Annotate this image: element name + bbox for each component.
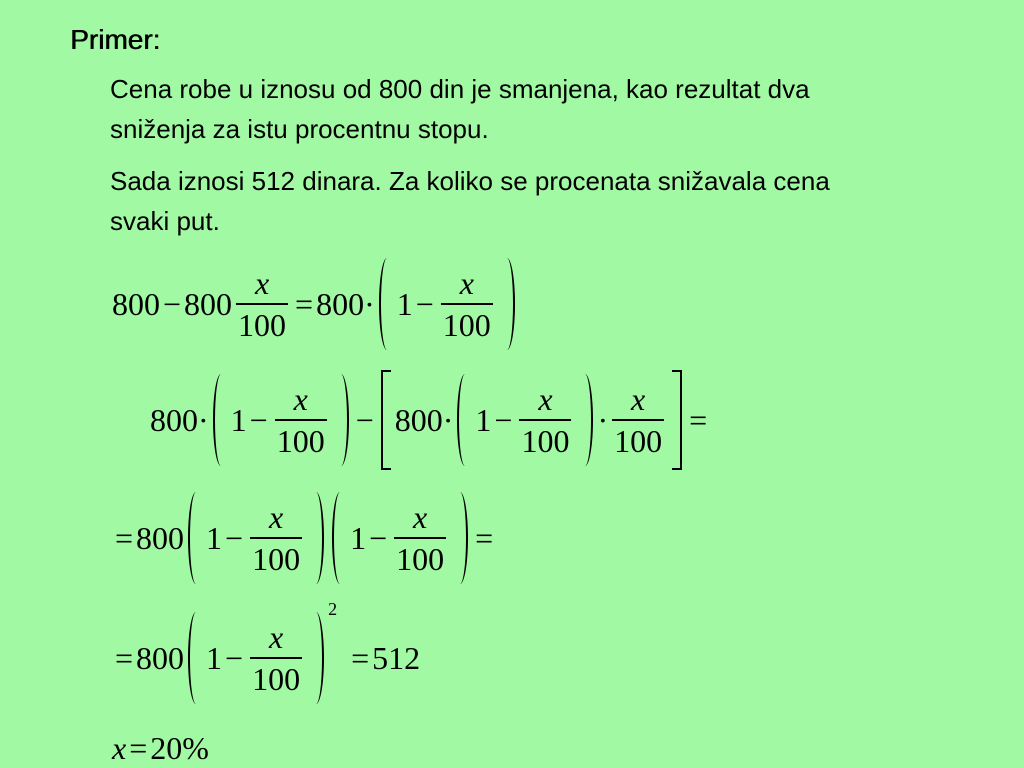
number: 800 xyxy=(394,402,443,438)
exponent: 2 xyxy=(328,599,338,619)
left-parenthesis xyxy=(188,612,204,704)
number: 1 xyxy=(206,640,223,676)
number: 800 xyxy=(136,520,185,556)
number: 800 xyxy=(150,402,198,438)
right-parenthesis xyxy=(308,612,324,704)
denominator: 100 xyxy=(252,660,301,697)
equals-sign: = xyxy=(689,402,708,438)
dot-operator: · xyxy=(442,402,454,438)
number: 1 xyxy=(206,520,223,556)
slide-title: Primer: xyxy=(70,24,161,55)
numerator: x xyxy=(413,499,428,536)
denominator: 100 xyxy=(521,422,570,459)
numerator: x xyxy=(268,619,284,656)
denominator: 100 xyxy=(252,540,301,577)
equals-sign: = xyxy=(129,730,148,766)
right-parenthesis xyxy=(499,258,515,350)
fraction xyxy=(236,267,288,341)
numerator: x xyxy=(254,265,270,302)
fraction xyxy=(250,501,302,575)
number: 1 xyxy=(230,402,247,438)
left-parenthesis xyxy=(379,258,395,350)
right-bracket xyxy=(672,370,682,470)
problem-statement-1: Cena robe u iznosu od 800 din je smanjena, kao rezultat dva sniženja za istu procentnu stopu. xyxy=(110,74,810,144)
dot-operator: · xyxy=(364,286,375,322)
left-bracket xyxy=(381,370,391,470)
denominator: 100 xyxy=(238,306,287,343)
left-parenthesis xyxy=(457,374,473,466)
denominator: 100 xyxy=(442,306,491,343)
number: 800 xyxy=(184,286,233,322)
minus-sign: − xyxy=(163,286,182,322)
number: 800 xyxy=(112,286,160,322)
left-parenthesis xyxy=(213,374,229,466)
numerator: x xyxy=(268,499,284,536)
left-parenthesis xyxy=(188,492,204,584)
minus-sign: − xyxy=(225,640,244,676)
minus-sign: − xyxy=(415,286,434,322)
minus-sign: − xyxy=(355,402,374,438)
equation-1 xyxy=(112,256,519,352)
variable: x xyxy=(112,730,127,766)
numerator: x xyxy=(631,381,646,418)
minus-sign: − xyxy=(249,402,268,438)
fraction xyxy=(394,501,446,575)
denominator: 100 xyxy=(614,422,663,459)
problem-statement-2: Sada iznosi 512 dinara. Za koliko se procenata snižavala cena svaki put. xyxy=(110,166,830,236)
number: 800 xyxy=(316,286,365,322)
fraction xyxy=(612,383,664,457)
fraction xyxy=(519,383,571,457)
equals-sign: = xyxy=(115,520,134,556)
equation-2 xyxy=(150,370,710,470)
minus-sign: − xyxy=(369,520,388,556)
numerator: x xyxy=(293,381,308,418)
right-parenthesis xyxy=(452,492,468,584)
fraction xyxy=(441,267,493,341)
dot-operator: · xyxy=(597,402,609,438)
result-value: 20% xyxy=(150,730,209,766)
fraction xyxy=(275,383,327,457)
minus-sign: − xyxy=(225,520,244,556)
equation-4 xyxy=(112,599,421,706)
right-parenthesis xyxy=(308,492,324,584)
equals-sign: = xyxy=(351,640,370,676)
left-parenthesis xyxy=(332,492,348,584)
equals-sign: = xyxy=(295,286,314,322)
number: 1 xyxy=(396,286,413,322)
equation-result xyxy=(112,728,209,768)
equals-sign: = xyxy=(475,520,494,556)
numerator: x xyxy=(459,265,474,302)
number: 512 xyxy=(372,640,421,676)
numerator: x xyxy=(538,381,553,418)
right-parenthesis xyxy=(333,374,349,466)
number: 1 xyxy=(475,402,492,438)
number: 800 xyxy=(136,640,185,676)
denominator: 100 xyxy=(276,422,325,459)
right-parenthesis xyxy=(577,374,593,466)
dot-operator: · xyxy=(198,402,209,438)
number: 1 xyxy=(350,520,367,556)
equals-sign: = xyxy=(115,640,134,676)
fraction xyxy=(250,621,302,695)
denominator: 100 xyxy=(396,540,445,577)
minus-sign: − xyxy=(494,402,513,438)
equation-3 xyxy=(112,490,496,586)
